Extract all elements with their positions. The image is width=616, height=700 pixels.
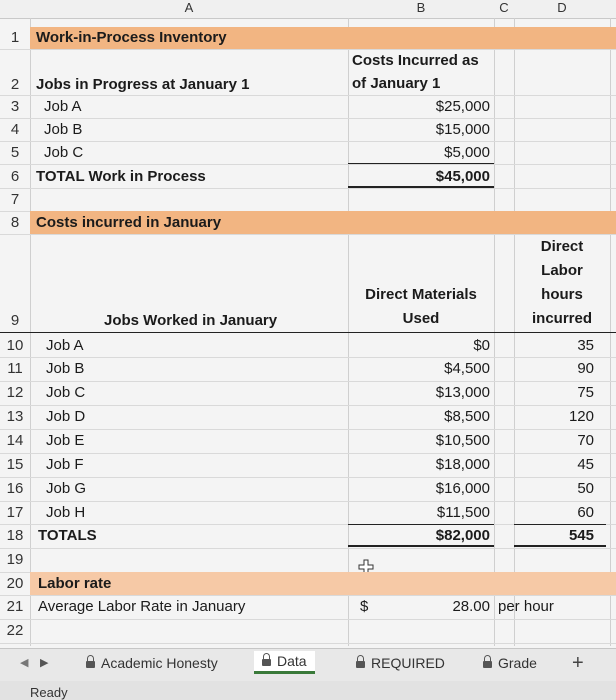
row-number[interactable]: 7 xyxy=(10,191,20,208)
row-1 xyxy=(0,27,616,50)
row-11 xyxy=(0,357,616,382)
cell-b3[interactable]: $25,000 xyxy=(435,98,490,115)
row-number[interactable]: 14 xyxy=(6,432,24,449)
cell-b13[interactable]: $8,500 xyxy=(444,408,490,425)
cell-a16[interactable]: Job G xyxy=(46,480,87,497)
row-22 xyxy=(0,619,616,644)
status-bar xyxy=(0,681,616,700)
cell-d16[interactable]: 50 xyxy=(577,480,594,497)
cell-b9-line1[interactable]: Direct Materials xyxy=(365,286,477,303)
row-4 xyxy=(0,118,616,142)
row-20 xyxy=(0,572,616,596)
cell-a20[interactable]: Labor rate xyxy=(38,575,112,592)
total-double-underline xyxy=(514,545,606,547)
row-number[interactable]: 18 xyxy=(6,527,24,544)
cell-a5[interactable]: Job C xyxy=(44,144,84,161)
cell-border xyxy=(348,524,494,525)
row-12 xyxy=(0,381,616,406)
row-6 xyxy=(0,164,616,189)
row-number[interactable]: 2 xyxy=(10,76,20,93)
row-number[interactable]: 20 xyxy=(6,575,24,592)
row-number[interactable]: 10 xyxy=(6,337,24,354)
row-number[interactable]: 5 xyxy=(10,144,20,161)
cell-b6[interactable]: $45,000 xyxy=(435,168,490,185)
row-2 xyxy=(0,49,616,96)
cell-a9[interactable]: Jobs Worked in January xyxy=(104,312,278,329)
cell-d15[interactable]: 45 xyxy=(577,456,594,473)
cell-b5[interactable]: $5,000 xyxy=(444,144,490,161)
row-10 xyxy=(0,334,616,358)
cell-b17[interactable]: $11,500 xyxy=(436,504,490,521)
row-number[interactable]: 9 xyxy=(10,312,20,329)
cell-d10[interactable]: 35 xyxy=(577,337,594,354)
scroll-left-icon[interactable]: ◀ xyxy=(20,657,29,669)
sheet-tab-academic-honesty[interactable]: Academic Honesty xyxy=(86,655,218,671)
row-number[interactable]: 4 xyxy=(10,121,20,138)
row-number[interactable]: 3 xyxy=(10,98,20,115)
column-header-c[interactable]: C xyxy=(499,0,509,15)
row-number[interactable]: 1 xyxy=(10,29,20,46)
row-17 xyxy=(0,501,616,525)
cell-border xyxy=(514,524,606,525)
cell-b9-line2[interactable]: Used xyxy=(402,310,440,327)
cell-a4[interactable]: Job B xyxy=(44,121,83,138)
row-number[interactable]: 13 xyxy=(6,408,24,425)
cell-a18[interactable]: TOTALS xyxy=(38,527,97,544)
row-number[interactable]: 16 xyxy=(6,480,24,497)
lock-icon xyxy=(86,661,95,668)
cell-d9-line1[interactable]: Direct xyxy=(540,238,584,255)
cell-b2[interactable]: Costs Incurred as of January 1 xyxy=(352,52,479,92)
row-21 xyxy=(0,595,616,620)
cell-a14[interactable]: Job E xyxy=(46,432,85,449)
status-text: Ready xyxy=(30,685,68,700)
cell-b14[interactable]: $10,500 xyxy=(435,432,490,449)
cell-a6[interactable]: TOTAL Work in Process xyxy=(36,168,206,185)
cell-a15[interactable]: Job F xyxy=(46,456,84,473)
row-5 xyxy=(0,141,616,165)
cell-a3[interactable]: Job A xyxy=(44,98,82,115)
scroll-right-icon[interactable]: ▶ xyxy=(40,657,49,669)
total-double-underline xyxy=(348,545,494,547)
row-number[interactable]: 19 xyxy=(6,551,24,568)
cell-a2[interactable]: Jobs in Progress at January 1 xyxy=(36,76,250,93)
row-number[interactable]: 12 xyxy=(6,384,24,401)
row-16 xyxy=(0,477,616,502)
row-number[interactable]: 22 xyxy=(6,622,24,639)
cell-b16[interactable]: $16,000 xyxy=(435,480,490,497)
cell-a11[interactable]: Job B xyxy=(46,360,85,377)
cell-d17[interactable]: 60 xyxy=(577,504,594,521)
cell-b21-currency[interactable]: $ xyxy=(360,598,369,615)
add-sheet-icon[interactable]: + xyxy=(572,652,584,674)
row-number[interactable]: 8 xyxy=(10,214,20,231)
cell-a21[interactable]: Average Labor Rate in January xyxy=(38,598,246,615)
cell-d21[interactable]: per hour xyxy=(498,598,554,615)
sheet-tab-data[interactable]: Data xyxy=(254,651,315,674)
row-number[interactable]: 11 xyxy=(7,360,23,377)
cell-d11[interactable]: 90 xyxy=(577,360,594,377)
sheet-tab-bar xyxy=(0,648,616,681)
cell-d9-line3[interactable]: hours xyxy=(541,286,583,303)
cell-a17[interactable]: Job H xyxy=(46,504,86,521)
row-9 xyxy=(0,234,616,333)
row-15 xyxy=(0,453,616,478)
cell-b15[interactable]: $18,000 xyxy=(435,456,490,473)
sheet-tab-grade[interactable]: Grade xyxy=(483,655,537,671)
cell-d9-line2[interactable]: Labor xyxy=(541,262,583,279)
cell-b11[interactable]: $4,500 xyxy=(444,360,490,377)
row-19 xyxy=(0,548,616,573)
cell-d18[interactable]: 545 xyxy=(568,527,594,544)
cell-b4[interactable]: $15,000 xyxy=(435,121,490,138)
cell-a12[interactable]: Job C xyxy=(46,384,86,401)
row-number[interactable]: 15 xyxy=(6,456,24,473)
cell-d12[interactable]: 75 xyxy=(577,384,594,401)
cell-a1[interactable]: Work-in-Process Inventory xyxy=(36,29,227,46)
sheet-tab-required[interactable]: REQUIRED xyxy=(356,655,445,671)
cell-a8[interactable]: Costs incurred in January xyxy=(36,214,222,231)
row-3 xyxy=(0,95,616,119)
cell-d9-line4[interactable]: incurred xyxy=(531,310,592,327)
cell-b18[interactable]: $82,000 xyxy=(435,527,490,544)
row-8 xyxy=(0,211,616,235)
lock-icon xyxy=(483,661,492,668)
cell-c21[interactable]: 28.00 xyxy=(452,598,490,615)
row-number[interactable]: 6 xyxy=(10,168,20,185)
column-header-d[interactable]: D xyxy=(557,0,567,15)
column-header-b[interactable]: B xyxy=(416,0,426,15)
cell-a10[interactable]: Job A xyxy=(46,337,84,354)
row-14 xyxy=(0,429,616,454)
column-header-a[interactable]: A xyxy=(184,0,194,15)
cell-d13[interactable]: 120 xyxy=(568,408,594,425)
cell-b10[interactable]: $0 xyxy=(473,337,490,354)
cell-b12[interactable]: $13,000 xyxy=(435,384,490,401)
lock-icon xyxy=(356,661,365,668)
cell-a13[interactable]: Job D xyxy=(46,408,86,425)
row-number[interactable]: 17 xyxy=(6,504,24,521)
lock-icon xyxy=(262,659,271,666)
row-7 xyxy=(0,188,616,212)
row-13 xyxy=(0,405,616,430)
row-number[interactable]: 21 xyxy=(6,598,24,615)
cell-d14[interactable]: 70 xyxy=(577,432,594,449)
